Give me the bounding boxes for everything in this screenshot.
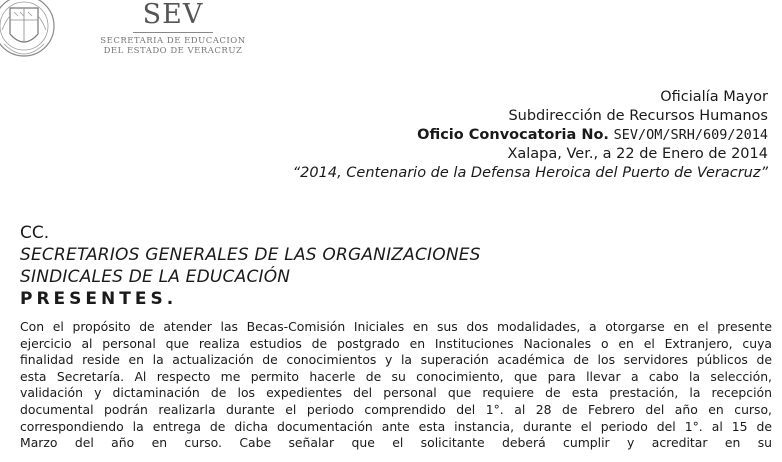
state-seal-icon xyxy=(0,0,70,70)
logo-divider xyxy=(133,32,213,33)
subdirection-name: Subdirección de Recursos Humanos xyxy=(508,108,768,124)
letterhead-info xyxy=(293,88,768,183)
addressee-cc: CC. xyxy=(20,223,50,243)
oficio-line xyxy=(293,126,768,145)
office-name: Oficialía Mayor xyxy=(660,89,768,105)
addressee-block xyxy=(20,222,481,310)
addressee-presentes: PRESENTES. xyxy=(20,289,178,309)
addressee-line1: SECRETARIOS GENERALES DE LAS ORGANIZACIONES xyxy=(20,245,481,265)
addressee-line2: SINDICALES DE LA EDUCACIÓN xyxy=(20,267,291,287)
logo-subtitle-line2: DEL ESTADO DE VERACRUZ xyxy=(103,46,243,56)
oficio-label: Oficio Convocatoria No. xyxy=(417,127,609,143)
logo-title: SEV xyxy=(142,0,204,30)
body-line: Con el propósito de atender las Becas-Comisión Iniciales en sus dos modalidades, a otorgarse en el presente xyxy=(20,319,772,334)
letter-body xyxy=(20,319,772,452)
logo-subtitle-line1: SECRETARIA DE EDUCACION xyxy=(100,36,246,46)
body-line: ejercicio al personal que realiza estudios de postgrado en Instituciones Nacionales o en el Extranjero, cuya xyxy=(20,335,772,351)
sev-logo xyxy=(93,0,253,56)
year-motto: “2014, Centenario de la Defensa Heroica del Puerto de Veracruz” xyxy=(292,165,768,181)
oficio-number: SEV/OM/SRH/609/2014 xyxy=(613,127,768,143)
body-line: validación y dictaminación de los expedientes del personal que requiere de esta prestación, la recepción xyxy=(20,385,772,401)
body-line: finalidad reside en la actualización de conocimientos y la superación académica de los servidores públicos de xyxy=(20,352,772,368)
body-line: Marzo del año en curso. Cabe señalar que el solicitante deberá cumplir y acreditar en su xyxy=(20,435,772,451)
body-line: documental podrán realizarla durante el periodo comprendido del 1°. al 28 de Febrero del año en curso, xyxy=(20,401,772,417)
body-line: esta Secretaría. Al respecto me permito hacerle de su conocimiento, que para llevar a cabo la selección, xyxy=(20,368,772,384)
body-line: correspondiendo la entrega de dicha documentación ante esta instancia, durante el periodo del 1°. al 15 de xyxy=(20,418,772,434)
place-date: Xalapa, Ver., a 22 de Enero de 2014 xyxy=(507,146,768,162)
